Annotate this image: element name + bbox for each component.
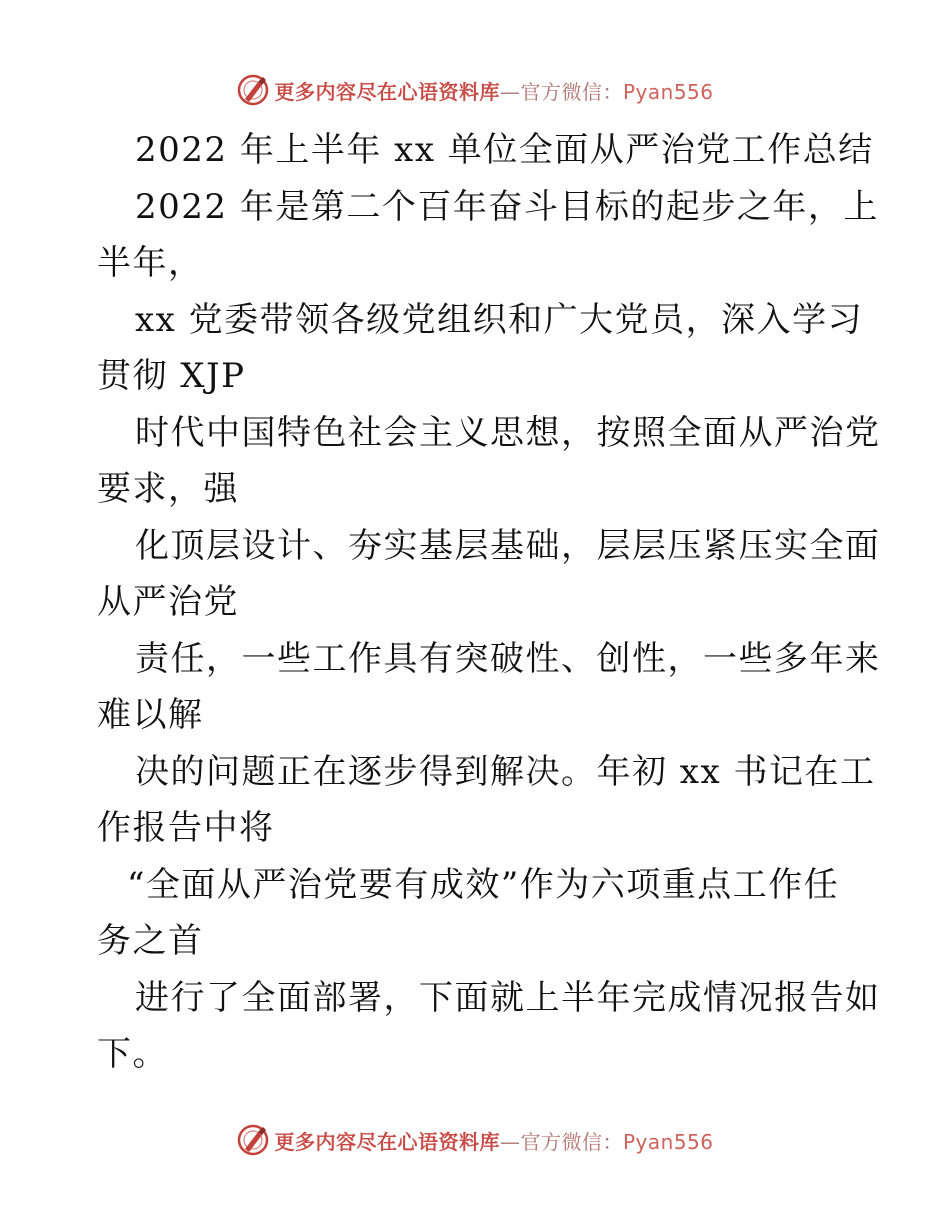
- watermark-wechat-label: 官方微信: [520, 1129, 603, 1154]
- paragraph-line: 务之首: [97, 921, 204, 961]
- watermark-handle: Pyan556: [622, 79, 714, 104]
- paragraph-line: 化顶层设计、夯实基层基础，层层压紧压实全面: [135, 525, 881, 566]
- watermark-separator: ：: [602, 79, 623, 104]
- paragraph-line: “全面从严治党要有成效”作为六项重点工作任: [127, 864, 840, 905]
- paragraph-line: 从严治党: [97, 582, 239, 622]
- paragraph-line: 难以解: [97, 695, 204, 735]
- paragraph-line: 时代中国特色社会主义思想，按照全面从严治党: [135, 412, 881, 453]
- paragraph-line: 责任，一些工作具有突破性、创性，一些多年来: [135, 638, 881, 679]
- pen-nib-logo-icon: [236, 1123, 270, 1157]
- watermark-brand: 更多内容尽在心语资料库: [274, 79, 500, 104]
- header-watermark: [0, 70, 950, 110]
- watermark-handle: Pyan556: [622, 1129, 714, 1154]
- watermark-dash: —: [499, 79, 521, 104]
- watermark-text: [274, 76, 713, 105]
- paragraph-line: 作报告中将: [97, 808, 275, 848]
- paragraph-line: 贯彻 XJP: [97, 356, 246, 396]
- paragraph-line: xx 党委带领各级党组织和广大党员，深入学习: [135, 299, 864, 340]
- paragraph-line: 进行了全面部署，下面就上半年完成情况报告如: [135, 977, 881, 1018]
- document-body: [97, 122, 881, 1083]
- paragraph-line: 决的问题正在逐步得到解决。年初 xx 书记在工: [135, 751, 876, 792]
- footer-watermark: [0, 1120, 950, 1160]
- document-title: 2022 年上半年 xx 单位全面从严治党工作总结: [135, 130, 874, 170]
- paragraph-line: 半年，: [97, 243, 204, 283]
- watermark-dash: —: [499, 1129, 521, 1154]
- paragraph-line: 2022 年是第二个百年奋斗目标的起步之年，上: [135, 186, 879, 227]
- pen-nib-logo-icon: [236, 73, 270, 107]
- watermark-text: [274, 1126, 713, 1155]
- watermark-separator: ：: [602, 1129, 623, 1154]
- paragraph-line: 要求，强: [97, 469, 239, 509]
- paragraph-line: 下。: [97, 1034, 168, 1074]
- watermark-wechat-label: 官方微信: [520, 79, 603, 104]
- watermark-brand: 更多内容尽在心语资料库: [274, 1129, 500, 1154]
